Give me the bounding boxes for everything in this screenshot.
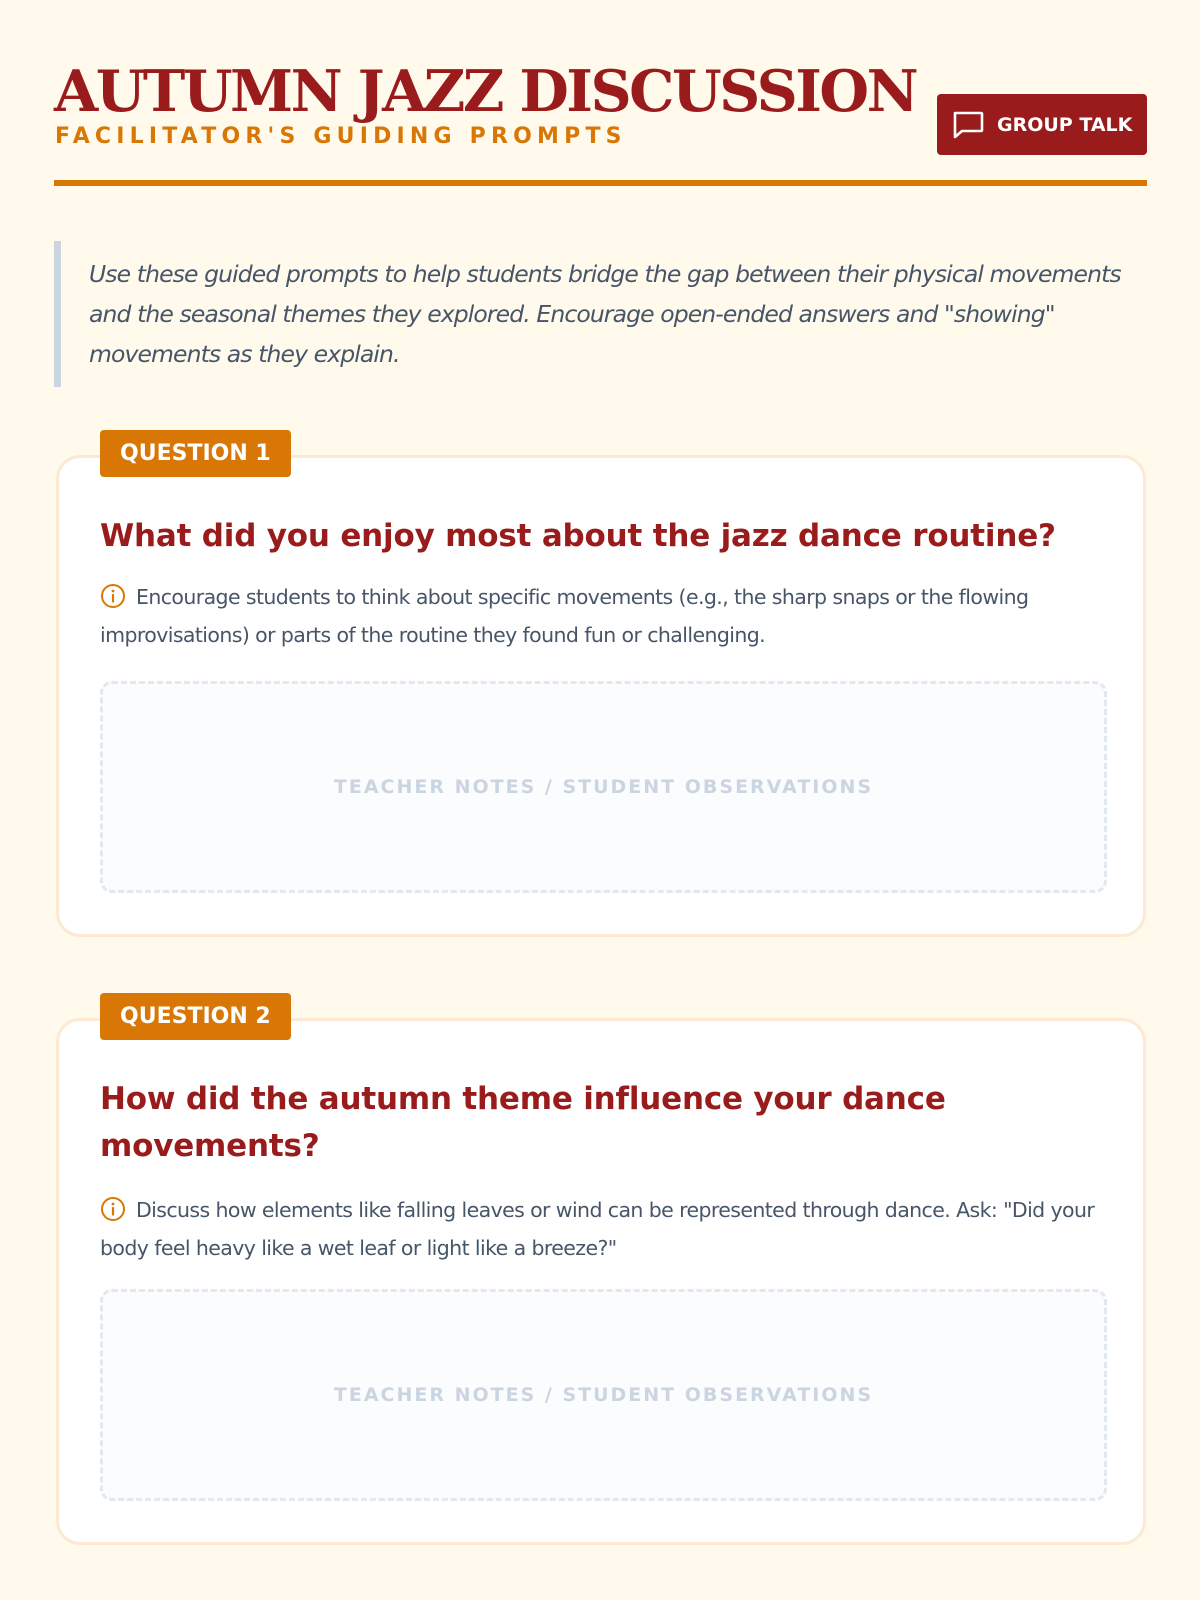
hint-text: Encourage students to think about specific movements (e.g., the sharp snaps or the flowing improvisations) or parts of the routine they found fun or challenging. [100,585,1029,647]
page-header [54,58,1147,186]
question-badge: QUESTION 2 [100,993,291,1040]
question-text: How did the autumn theme influence your dance movements? [100,1081,946,1164]
notes-area[interactable] [100,681,1107,893]
info-icon [100,1196,126,1222]
question-card-2 [56,1004,1146,1545]
info-icon [100,583,126,609]
question-card-1 [56,441,1146,937]
group-talk-button[interactable] [937,94,1147,155]
intro-text: Use these guided prompts to help students bridge the gap between their physical movements and the seasonal themes they explored. Encourage open-ended answers and "showing" movements as they explain. [89,260,1121,368]
facilitator-hint [100,578,1105,654]
notes-placeholder: TEACHER NOTES / STUDENT OBSERVATIONS [333,1384,874,1406]
page-subtitle: FACILITATOR'S GUIDING PROMPTS [55,124,627,149]
chat-bubble-icon [951,110,985,140]
notes-area[interactable] [100,1289,1107,1501]
page-title: AUTUMN JAZZ DISCUSSION [54,58,917,125]
question-text: What did you enjoy most about the jazz dance routine? [100,518,1056,554]
question-badge: QUESTION 1 [100,430,291,477]
hint-text: Discuss how elements like falling leaves or wind can be represented through dance. Ask: "Did your body feel heavy like a wet leaf or light like a breeze?" [100,1198,1095,1260]
notes-placeholder: TEACHER NOTES / STUDENT OBSERVATIONS [333,776,874,798]
facilitator-hint [100,1191,1105,1267]
intro-callout [54,241,1147,387]
group-talk-label: GROUP TALK [997,113,1133,136]
